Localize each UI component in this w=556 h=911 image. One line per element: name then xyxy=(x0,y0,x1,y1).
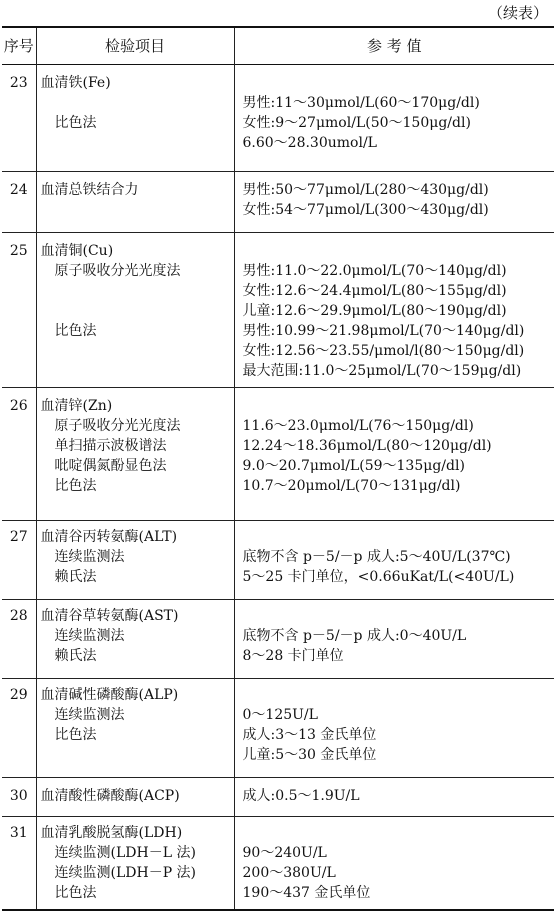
table-row xyxy=(2,778,554,817)
reference-value-cell xyxy=(234,778,554,817)
reference-value: 女性:9～27μmol/L(50～150μg/dl) xyxy=(242,115,471,131)
reference-value: 成人:0.5～1.9U/L xyxy=(242,788,360,804)
test-item-cell xyxy=(36,233,234,388)
test-method: 吡啶偶氮酚显色法 xyxy=(54,458,167,474)
test-method: 比色法 xyxy=(54,323,97,339)
reference-value-cell xyxy=(234,521,554,600)
reference-value: 儿童:12.6～29.9μmol/L(80～190μg/dl) xyxy=(242,303,507,319)
test-method: 连续监测法 xyxy=(54,628,125,644)
reference-value: 男性:50～77μmol/L(280～430μg/dl) xyxy=(242,182,489,198)
reference-value: 最大范围:11.0～25μmol/L(70～159μg/dl) xyxy=(242,363,522,379)
test-method: 赖氏法 xyxy=(54,569,97,585)
test-name: 血清铁(Fe) xyxy=(40,75,111,91)
reference-value: 8～28 卡门单位 xyxy=(242,648,344,664)
table-row xyxy=(2,172,554,233)
row-number: 23 xyxy=(9,75,28,91)
test-method: 赖氏法 xyxy=(54,648,97,664)
reference-value: 0～125U/L xyxy=(242,707,318,723)
row-number: 28 xyxy=(9,608,28,624)
reference-value xyxy=(243,396,555,416)
reference-value: 190～437 金氏单位 xyxy=(242,885,371,901)
reference-value: 儿童:5～30 金氏单位 xyxy=(242,747,377,763)
reference-value xyxy=(243,685,555,705)
test-method: 连续监测(LDH－L 法) xyxy=(54,845,196,861)
table-row xyxy=(2,388,554,521)
header-value: 参 考 值 xyxy=(234,27,554,65)
reference-value: 男性:11～30μmol/L(60～170μg/dl) xyxy=(242,95,480,111)
reference-value: 12.24～18.36μmol/L(80～120μg/dl) xyxy=(242,438,492,454)
reference-value-cell xyxy=(234,600,554,679)
reference-value xyxy=(243,241,555,261)
test-item-cell xyxy=(36,172,234,233)
reference-value: 男性:11.0～22.0μmol/L(70～140μg/dl) xyxy=(242,263,507,279)
test-method: 原子吸收分光光度法 xyxy=(54,263,181,279)
row-number: 30 xyxy=(9,788,28,804)
test-name: 血清铜(Cu) xyxy=(40,243,114,259)
test-method: 连续监测(LDH－P 法) xyxy=(54,865,197,881)
table-body xyxy=(2,65,554,911)
reference-value: 9.0～20.7μmol/L(59～135μg/dl) xyxy=(242,458,465,474)
reference-value-cell xyxy=(234,233,554,388)
test-method: 比色法 xyxy=(54,478,97,494)
reference-value-cell xyxy=(234,679,554,778)
test-name: 血清乳酸脱氢酶(LDH) xyxy=(40,825,183,841)
test-item-cell xyxy=(36,65,234,172)
reference-value: 成人:3～13 金氏单位 xyxy=(242,727,377,743)
test-item-cell xyxy=(36,388,234,521)
test-method xyxy=(41,301,234,321)
table-row xyxy=(2,233,554,388)
row-number: 25 xyxy=(9,243,28,259)
reference-values-table xyxy=(2,26,554,911)
reference-value: 11.6～23.0μmol/L(76～150μg/dl) xyxy=(242,418,474,434)
header-item: 检验项目 xyxy=(36,27,234,65)
test-name: 血清酸性磷酸酶(ACP) xyxy=(40,788,180,804)
test-method: 连续监测法 xyxy=(54,549,125,565)
test-method xyxy=(41,93,234,113)
reference-value: 底物不含 p－5/－p 成人:5～40U/L(37℃) xyxy=(242,549,511,565)
row-number: 24 xyxy=(9,182,28,198)
continued-label: （续表） xyxy=(487,4,548,22)
reference-value xyxy=(243,823,555,843)
test-item-cell xyxy=(36,600,234,679)
test-method: 比色法 xyxy=(54,885,97,901)
test-name: 血清谷丙转氨酶(ALT) xyxy=(40,529,178,545)
reference-value: 90～240U/L xyxy=(242,845,327,861)
test-method: 比色法 xyxy=(54,115,97,131)
test-method: 比色法 xyxy=(54,727,97,743)
table-row xyxy=(2,65,554,172)
table-row xyxy=(2,600,554,679)
header-no: 序号 xyxy=(3,37,34,55)
reference-value: 女性:54～77μmol/L(300～430μg/dl) xyxy=(242,202,489,218)
reference-value xyxy=(243,606,555,626)
reference-value-cell xyxy=(234,172,554,233)
test-method: 连续监测法 xyxy=(54,707,125,723)
test-method xyxy=(41,281,234,301)
reference-value: 女性:12.6～24.4μmol/L(80～155μg/dl) xyxy=(242,283,507,299)
row-number: 26 xyxy=(9,398,28,414)
test-item-cell xyxy=(36,521,234,600)
reference-value-cell xyxy=(234,65,554,172)
test-name: 血清总铁结合力 xyxy=(40,182,139,198)
test-method: 原子吸收分光光度法 xyxy=(54,418,181,434)
reference-value xyxy=(243,527,555,547)
test-name: 血清锌(Zn) xyxy=(40,398,113,414)
test-item-cell xyxy=(36,679,234,778)
reference-value: 10.7～20μmol/L(70～131μg/dl) xyxy=(242,478,461,494)
reference-value-cell xyxy=(234,388,554,521)
reference-value-cell xyxy=(234,817,554,911)
test-name: 血清碱性磷酸酶(ALP) xyxy=(40,687,179,703)
reference-value: 6.60～28.30umol/L xyxy=(242,135,377,151)
reference-value: 200～380U/L xyxy=(242,865,336,881)
reference-value: 男性:10.99～21.98μmol/L(70～140μg/dl) xyxy=(242,323,525,339)
reference-value: 5～25 卡门单位，<0.66uKat/L(<40U/L) xyxy=(242,569,515,585)
test-item-cell xyxy=(36,817,234,911)
table-header-row xyxy=(2,27,554,65)
test-method: 单扫描示波极谱法 xyxy=(54,438,167,454)
reference-value xyxy=(243,73,555,93)
table-row xyxy=(2,817,554,911)
row-number: 31 xyxy=(9,825,28,841)
reference-value: 底物不含 p－5/－p 成人:0～40U/L xyxy=(242,628,467,644)
reference-value: 女性:12.56～23.55/μmol/l(80～150μg/dl) xyxy=(242,343,525,359)
test-name: 血清谷草转氨酶(AST) xyxy=(40,608,179,624)
table-row xyxy=(2,521,554,600)
test-item-cell xyxy=(36,778,234,817)
row-number: 29 xyxy=(9,687,28,703)
row-number: 27 xyxy=(9,529,28,545)
table-row xyxy=(2,679,554,778)
